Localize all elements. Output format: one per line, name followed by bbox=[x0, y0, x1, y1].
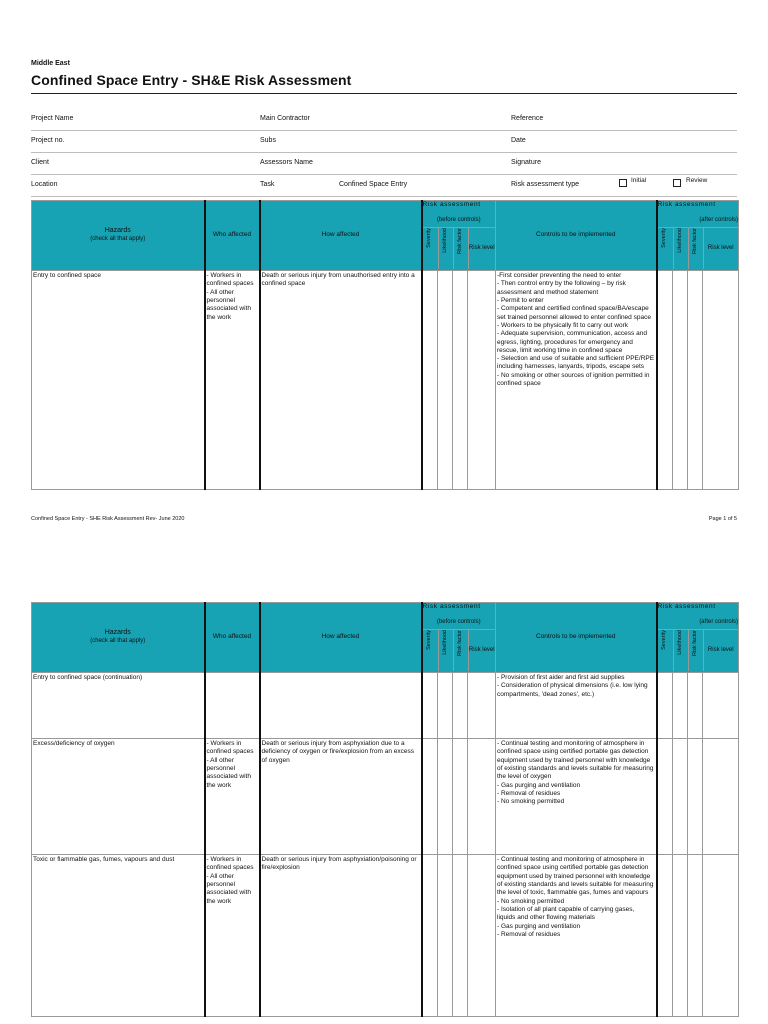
likelihood-cell[interactable] bbox=[438, 673, 453, 739]
risk-factor-header: Risk factor bbox=[456, 629, 463, 656]
severity-after-header: Severity bbox=[661, 629, 668, 650]
who-affected-header: Who affected bbox=[205, 603, 260, 673]
risk-level-header: Risk level bbox=[468, 646, 495, 653]
risk-level-cell[interactable] bbox=[468, 739, 496, 855]
risk-table-page2 bbox=[31, 602, 739, 1017]
likelihood-cell[interactable] bbox=[438, 739, 453, 855]
likelihood-header: Likelihood bbox=[441, 227, 448, 253]
risk-factor-cell[interactable] bbox=[453, 673, 468, 739]
controls-header: Controls to be implemented bbox=[496, 201, 657, 271]
controls-cell: - Provision of first aider and first aid supplies - Consideration of physical dimensions (i.e. low lying compartments, 'dead zones', etc.) bbox=[496, 673, 657, 739]
risk-level-after-cell[interactable] bbox=[703, 673, 739, 739]
project-name-label: Project Name bbox=[31, 115, 74, 122]
likelihood-cell[interactable] bbox=[438, 855, 453, 1017]
initial-checkbox[interactable] bbox=[619, 179, 627, 187]
location-label: Location bbox=[31, 181, 58, 188]
who-cell: - Workers in confined spaces - All other personnel associated with the work bbox=[205, 855, 260, 1017]
severity-after-header: Severity bbox=[661, 227, 668, 248]
how-affected-header: How affected bbox=[260, 603, 422, 673]
info-row-client bbox=[31, 153, 737, 175]
risk-level-after-cell[interactable] bbox=[703, 271, 739, 490]
client-label: Client bbox=[31, 159, 49, 166]
hazard-cell: Excess/deficiency of oxygen bbox=[32, 739, 205, 855]
main-contractor-label: Main Contractor bbox=[260, 115, 310, 122]
likelihood-after-cell[interactable] bbox=[673, 855, 688, 1017]
risk-before-header: Risk assessment (before controls) Severity Likelihood Risk factor Risk level bbox=[422, 603, 496, 673]
likelihood-after-cell[interactable] bbox=[673, 673, 688, 739]
risk-after-header: Risk assessment (after controls) Severity Likelihood Risk factor Risk level bbox=[657, 201, 739, 271]
how-affected-header: How affected bbox=[260, 201, 422, 271]
footer-page-number: Page 1 of 5 bbox=[708, 516, 737, 522]
risk-level-after-header: Risk level bbox=[707, 646, 734, 653]
table-row bbox=[32, 673, 739, 739]
how-cell: Death or serious injury from asphyxiation due to a deficiency of oxygen or fire/explosion from an excess of oxygen bbox=[260, 739, 422, 855]
severity-cell[interactable] bbox=[422, 271, 438, 490]
how-cell: Death or serious injury from unauthorised entry into a confined space bbox=[260, 271, 422, 490]
likelihood-after-header: Likelihood bbox=[676, 227, 683, 253]
likelihood-cell[interactable] bbox=[438, 271, 453, 490]
risk-factor-after-cell[interactable] bbox=[688, 855, 703, 1017]
initial-label: Initial bbox=[631, 177, 647, 184]
severity-after-cell[interactable] bbox=[657, 855, 673, 1017]
risk-factor-cell[interactable] bbox=[453, 739, 468, 855]
controls-cell: - Continual testing and monitoring of atmosphere in confined space using certified portable gas detection equipment used by trained personnel with knowledge of existing standards and levels suitable for measuring the level of oxygen - Gas purging and ventilation - Removal of residues - No smoking permitted bbox=[496, 739, 657, 855]
risk-level-cell[interactable] bbox=[468, 855, 496, 1017]
signature-label: Signature bbox=[511, 159, 541, 166]
who-cell: - Workers in confined spaces - All other personnel associated with the work bbox=[205, 739, 260, 855]
project-no-label: Project no. bbox=[31, 137, 65, 144]
risk-factor-after-cell[interactable] bbox=[688, 673, 703, 739]
severity-after-cell[interactable] bbox=[657, 673, 673, 739]
how-cell: Death or serious injury from asphyxiation/poisoning or fire/explosion bbox=[260, 855, 422, 1017]
severity-cell[interactable] bbox=[422, 673, 438, 739]
title-divider bbox=[31, 93, 737, 94]
who-affected-header: Who affected bbox=[205, 201, 260, 271]
severity-header: Severity bbox=[426, 629, 433, 650]
severity-header: Severity bbox=[426, 227, 433, 248]
likelihood-header: Likelihood bbox=[441, 629, 448, 655]
severity-after-cell[interactable] bbox=[657, 271, 673, 490]
assessors-name-label: Assessors Name bbox=[260, 159, 313, 166]
footer-document-name: Confined Space Entry - SHE Risk Assessment Rev- June 2020 bbox=[31, 516, 185, 522]
task-value: Confined Space Entry bbox=[339, 181, 408, 188]
risk-factor-after-header: Risk factor bbox=[691, 629, 698, 656]
likelihood-after-header: Likelihood bbox=[676, 629, 683, 655]
subs-label: Subs bbox=[260, 137, 276, 144]
risk-level-after-cell[interactable] bbox=[703, 855, 739, 1017]
who-cell: - Workers in confined spaces - All other personnel associated with the work bbox=[205, 271, 260, 490]
likelihood-after-cell[interactable] bbox=[673, 739, 688, 855]
risk-factor-cell[interactable] bbox=[453, 855, 468, 1017]
hazard-cell: Toxic or flammable gas, fumes, vapours and dust bbox=[32, 855, 205, 1017]
risk-factor-header: Risk factor bbox=[456, 227, 463, 254]
hazards-header: Hazards (check all that apply) bbox=[32, 603, 205, 673]
ra-type-label: Risk assessment type bbox=[511, 181, 580, 188]
controls-cell: -First consider preventing the need to enter - Then control entry by the following – by risk assessment and method statement - Permit to enter - Competent and certified confined space/BA/escape set trained personnel allowed to enter confined space - Workers to be physically fit to carry out work - Adequate supervision, communication, access and egress, lighting, procedures for emergency and rescue, limit working time in confined space - Selection and use of suitable and sufficient PPE/RPE including harnesses, lanyards, tripods, escape sets - No smoking or other sources of ignition permitted in confined space bbox=[496, 271, 657, 490]
table-row bbox=[32, 271, 739, 490]
risk-factor-after-header: Risk factor bbox=[691, 227, 698, 254]
severity-cell[interactable] bbox=[422, 855, 438, 1017]
date-label: Date bbox=[511, 137, 526, 144]
task-label: Task bbox=[260, 181, 275, 188]
info-row-location bbox=[31, 175, 737, 197]
risk-factor-cell[interactable] bbox=[453, 271, 468, 490]
hazard-cell: Entry to confined space (continuation) bbox=[32, 673, 205, 739]
controls-header: Controls to be implemented bbox=[496, 603, 657, 673]
risk-level-cell[interactable] bbox=[468, 673, 496, 739]
info-row-project bbox=[31, 109, 737, 131]
risk-level-cell[interactable] bbox=[468, 271, 496, 490]
hazards-header: Hazards (check all that apply) bbox=[32, 201, 205, 271]
risk-factor-after-cell[interactable] bbox=[688, 271, 703, 490]
review-checkbox[interactable] bbox=[673, 179, 681, 187]
hazard-cell: Entry to confined space bbox=[32, 271, 205, 490]
likelihood-after-cell[interactable] bbox=[673, 271, 688, 490]
severity-cell[interactable] bbox=[422, 739, 438, 855]
risk-level-after-header: Risk level bbox=[707, 244, 734, 251]
region-label: Middle East bbox=[31, 60, 70, 67]
risk-level-after-cell[interactable] bbox=[703, 739, 739, 855]
review-label: Review bbox=[686, 177, 708, 184]
risk-factor-after-cell[interactable] bbox=[688, 739, 703, 855]
controls-cell: - Continual testing and monitoring of atmosphere in confined space using certified portable gas detection equipment used by trained personnel with knowledge of existing standards and levels suitable for measuring the level of toxic, flammable gas, fumes and vapours - No smoking permitted - Isolation of all plant capable of carrying gases, liquids and other flowing materials - Gas purging and ventilation - Removal of residues bbox=[496, 855, 657, 1017]
info-row-project-no bbox=[31, 131, 737, 153]
reference-label: Reference bbox=[511, 115, 544, 122]
risk-before-header: Risk assessment (before controls) Severity Likelihood Risk factor Risk level bbox=[422, 201, 496, 271]
risk-level-header: Risk level bbox=[468, 244, 495, 251]
severity-after-cell[interactable] bbox=[657, 739, 673, 855]
who-cell bbox=[205, 673, 260, 739]
how-cell bbox=[260, 673, 422, 739]
table-row bbox=[32, 739, 739, 855]
table-row bbox=[32, 855, 739, 1017]
risk-after-header: Risk assessment (after controls) Severity Likelihood Risk factor Risk level bbox=[657, 603, 739, 673]
risk-table-page1 bbox=[31, 200, 739, 490]
document-title: Confined Space Entry - SH&E Risk Assessment bbox=[31, 72, 352, 88]
